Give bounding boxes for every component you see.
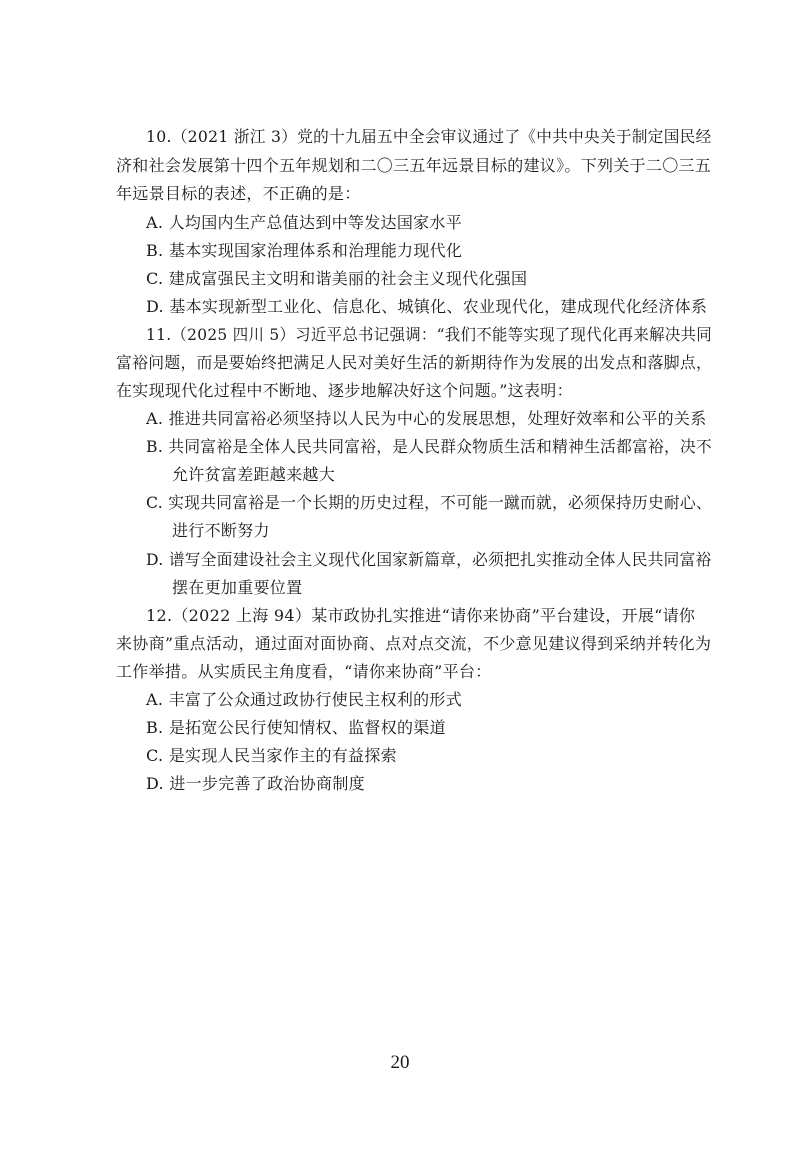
question-12-stem-line-1: 12.（2022 上海 94）某市政协扎实推进“请你来协商”平台建设，开展“请你	[146, 606, 696, 625]
question-10-option-a: A. 人均国内生产总值达到中等发达国家水平	[146, 213, 463, 232]
question-11-option-b-line-2: 允许贫富差距越来越大	[172, 465, 336, 484]
question-12-stem-line-3: 工作举措。从实质民主角度看，“请你来协商”平台：	[116, 662, 492, 681]
question-10-stem-line-3: 年远景目标的表述，不正确的是：	[116, 184, 361, 203]
question-11-stem-line-3: 在实现现代化过程中不断地、逐步地解决好这个问题。”这表明：	[116, 381, 573, 400]
question-12-option-b: B. 是拓宽公民行使知情权、监督权的渠道	[146, 718, 446, 737]
question-11-option-c-line-1: C. 实现共同富裕是一个长期的历史过程，不可能一蹴而就，必须保持历史耐心、	[146, 493, 712, 512]
question-12-option-c: C. 是实现人民当家作主的有益探索	[146, 746, 397, 765]
question-11-option-c-line-2: 进行不断努力	[172, 521, 270, 540]
question-12-option-a: A. 丰富了公众通过政协行使民主权利的形式	[146, 690, 463, 709]
question-10-option-c: C. 建成富强民主文明和谐美丽的社会主义现代化强国	[146, 269, 528, 288]
question-10-option-b: B. 基本实现国家治理体系和治理能力现代化	[146, 241, 463, 260]
question-10-stem-line-1: 10.（2021 浙江 3）党的十九届五中全会审议通过了《中共中央关于制定国民经	[146, 127, 712, 146]
question-11-stem-line-2: 富裕问题，而是要始终把满足人民对美好生活的新期待作为发展的出发点和落脚点，	[116, 353, 713, 372]
question-11-stem-line-1: 11.（2025 四川 5）习近平总书记强调：“我们不能等实现了现代化再来解决共同	[146, 325, 712, 344]
question-11-option-d-line-2: 摆在更加重要位置	[172, 578, 303, 597]
question-10-stem-line-2: 济和社会发展第十四个五年规划和二〇三五年远景目标的建议》。下列关于二〇三五	[116, 156, 712, 175]
page-number: 20	[390, 1052, 410, 1073]
question-10-option-d: D. 基本实现新型工业化、信息化、城镇化、农业现代化，建成现代化经济体系	[146, 297, 708, 316]
question-12-stem-line-2: 来协商”重点活动，通过面对面协商、点对点交流，不少意见建议得到采纳并转化为	[116, 634, 712, 653]
question-11-option-a: A. 推进共同富裕必须坚持以人民为中心的发展思想，处理好效率和公平的关系	[146, 409, 707, 428]
question-11-option-b-line-1: B. 共同富裕是全体人民共同富裕，是人民群众物质生活和精神生活都富裕，决不	[146, 437, 713, 456]
question-12-option-d: D. 进一步完善了政治协商制度	[146, 774, 365, 793]
question-11-option-d-line-1: D. 谱写全面建设社会主义现代化国家新篇章，必须把扎实推动全体人民共同富裕	[146, 550, 712, 569]
